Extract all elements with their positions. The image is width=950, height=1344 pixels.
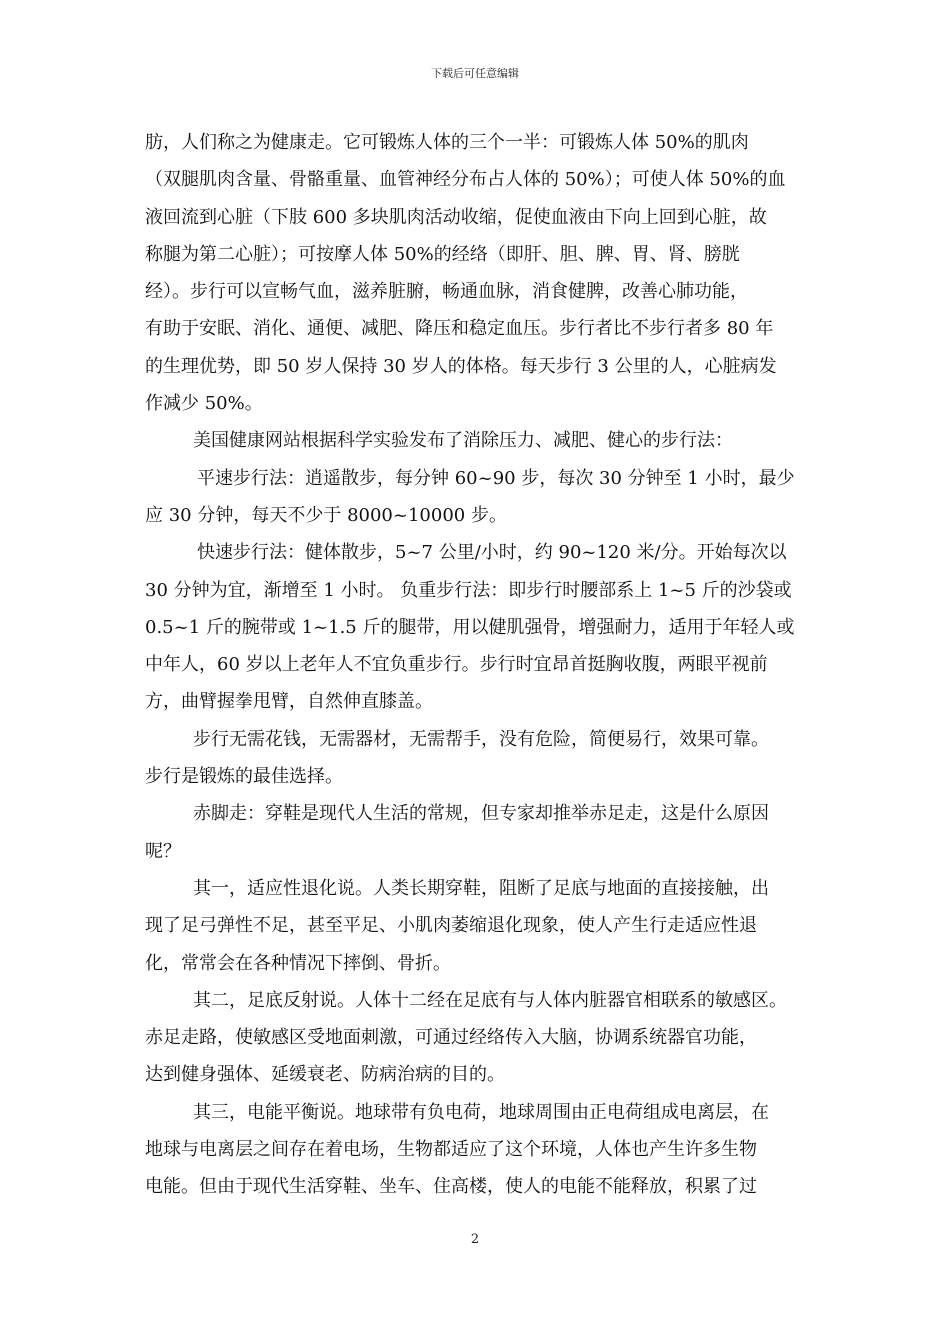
text-line: 应 30 分钟，每天不少于 8000~10000 步。 bbox=[145, 504, 507, 526]
text-line: 液回流到心脏（下肢 600 多块肌肉活动收缩，促使血液由下向上回到心脏，故 bbox=[145, 206, 767, 228]
text-line: 步行是锻炼的最佳选择。 bbox=[145, 766, 343, 788]
text-line: 其一，适应性退化说。人类长期穿鞋，阻断了足底与地面的直接接触，出 bbox=[193, 877, 769, 899]
text-line: 其二，足底反射说。人体十二经在足底有与人体内脏器官相联系的敏感区。 bbox=[193, 989, 787, 1011]
page-header: 下载后可任意编辑 bbox=[431, 67, 519, 80]
text-line: 电能。但由于现代生活穿鞋、坐车、住高楼，使人的电能不能释放，积累了过 bbox=[145, 1176, 757, 1198]
text-line: （双腿肌肉含量、骨骼重量、血管神经分布占人体的 50%）；可使人体 50%的血 bbox=[145, 169, 786, 191]
text-line: 经）。步行可以宣畅气血，滋养脏腑，畅通血脉，消食健脾，改善心肺功能， bbox=[145, 281, 748, 303]
text-line: 其三，电能平衡说。地球带有负电荷，地球周围由正电荷组成电离层，在 bbox=[193, 1101, 769, 1123]
text-line: 有助于安眠、消化、通便、减肥、降压和稳定血压。步行者比不步行者多 80 年 bbox=[145, 318, 774, 340]
text-line: 作减少 50%。 bbox=[145, 393, 263, 415]
text-line: 化，常常会在各种情况下摔倒、骨折。 bbox=[145, 952, 451, 974]
text-line: 平速步行法：逍遥散步，每分钟 60~90 步，每次 30 分钟至 1 小时，最少 bbox=[197, 467, 795, 489]
text-line: 现了足弓弹性不足，甚至平足、小肌肉萎缩退化现象，使人产生行走适应性退 bbox=[145, 915, 757, 937]
text-line: 美国健康网站根据科学实验发布了消除压力、减肥、健心的步行法： bbox=[193, 430, 733, 452]
text-line: 称腿为第二心脏）；可按摩人体 50%的经络（即肝、胆、脾、胃、肾、膀胱 bbox=[145, 243, 740, 265]
text-line: 呢？ bbox=[145, 840, 181, 862]
text-line: 的生理优势，即 50 岁人保持 30 岁人的体格。每天步行 3 公里的人，心脏病发 bbox=[145, 355, 777, 377]
page-number: 2 bbox=[470, 1232, 480, 1247]
document-body bbox=[145, 124, 815, 1206]
text-line: 赤脚走：穿鞋是现代人生活的常规，但专家却推举赤足走，这是什么原因 bbox=[193, 803, 769, 825]
text-line: 快速步行法：健体散步，5~7 公里/小时，约 90~120 米/分。开始每次以 bbox=[197, 542, 787, 564]
text-line: 中年人，60 岁以上老年人不宜负重步行。步行时宜昂首挺胸收腹，两眼平视前 bbox=[145, 654, 768, 676]
text-line: 赤足走路，使敏感区受地面刺激，可通过经络传入大脑，协调系统器官功能， bbox=[145, 1027, 757, 1049]
text-line: 0.5~1 斤的腕带或 1~1.5 斤的腿带，用以健肌强骨，增强耐力，适用于年轻人或 bbox=[145, 616, 795, 638]
text-line: 方，曲臂握拳甩臂，自然伸直膝盖。 bbox=[145, 691, 433, 713]
text-line: 地球与电离层之间存在着电场，生物都适应了这个环境，人体也产生许多生物 bbox=[145, 1139, 757, 1161]
text-line: 步行无需花钱，无需器材，无需帮手，没有危险，简便易行，效果可靠。 bbox=[193, 728, 769, 750]
text-line: 肪，人们称之为健康走。它可锻炼人体的三个一半：可锻炼人体 50%的肌肉 bbox=[145, 132, 749, 153]
text-line: 达到健身强体、延缓衰老、防病治病的目的。 bbox=[145, 1064, 505, 1086]
text-line: 30 分钟为宜，渐增至 1 小时。 负重步行法：即步行时腰部系上 1~5 斤的沙袋或 bbox=[145, 579, 792, 601]
